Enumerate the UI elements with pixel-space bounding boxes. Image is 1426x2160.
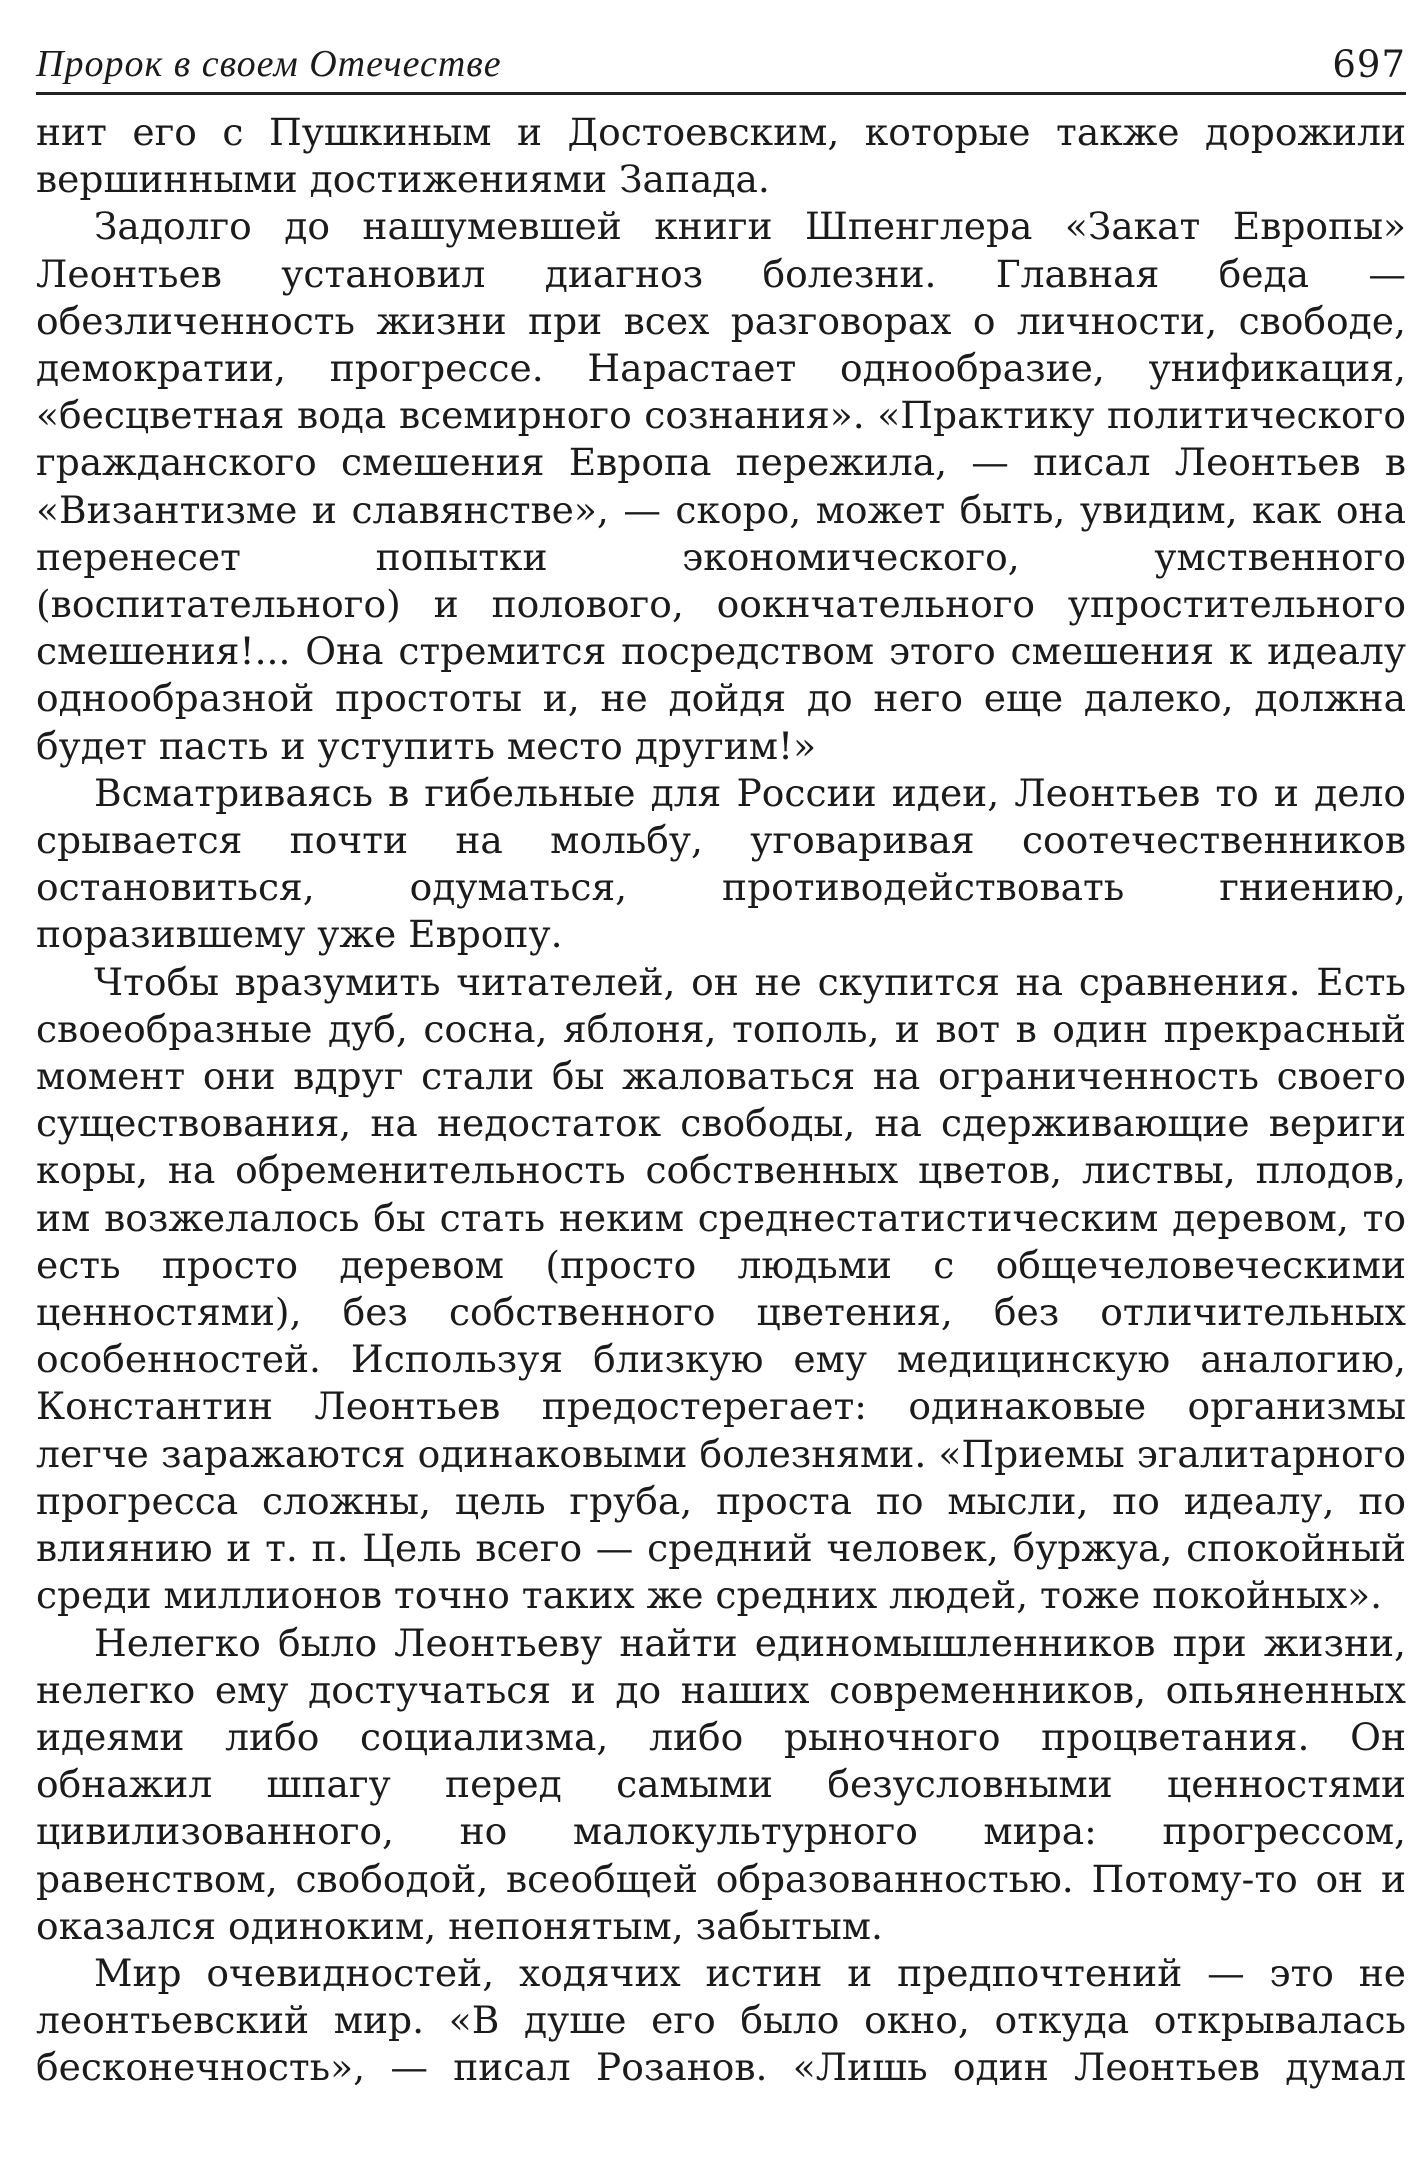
running-title: Пророк в своем Отечестве xyxy=(36,43,502,85)
body-text xyxy=(36,109,1406,2092)
paragraph: Задолго до нашумевшей книги Шпенглера «Закат Европы» Леонтьев установил диагноз болезни. Главная беда — обезличенность жизни при всех разговорах о личности, свободе, демократии, прогрессе. Нарастает однообразие, унификация, «бесцветная вода всемирного сознания». «Практику политического гражданского смешения Европа пережила, — писал Леонтьев в «Византизме и славянстве», — скоро, может быть, увидим, как она перенесет попытки экономического, умственного (воспитательного) и полового, оокнчательного упростительного смешения!... Она стремится посредством этого смешения к идеалу однообразной простоты и, не дойдя до него еще далеко, должна будет пасть и уступить место другим!» xyxy=(36,204,1406,768)
book-page xyxy=(36,36,1406,2092)
paragraph: Нелегко было Леонтьеву найти единомышленников при жизни, нелегко ему достучаться и до наших современников, опьяненных идеями либо социализма, либо рыночного процветания. Он обнажил шпагу перед самыми безусловными ценностями цивилизованного, но малокультурного мира: прогрессом, равенством, свободой, всеобщей образованностью. Потому-то он и оказался одиноким, непонятым, забытым. xyxy=(36,1620,1406,1948)
running-head xyxy=(36,36,1406,95)
paragraph: Чтобы вразумить читателей, он не скупится на сравнения. Есть своеобразные дуб, сосна, яблоня, тополь, и вот в один прекрасный момент они вдруг стали бы жаловаться на ограниченность своего существования, на недостаток свободы, на сдерживающие вериги коры, на обременительность собственных цветов, листвы, плодов, им возжелалось бы стать неким среднестатистическим деревом, то есть просто деревом (просто людьми с общечеловеческими ценностями), без собственного цветения, без отличительных особенностей. Используя близкую ему медицинскую аналогию, Константин Леонтьев предостерегает: одинаковые организмы легче заражаются одинаковыми болезнями. «Приемы эгалитарного прогресса сложны, цель груба, проста по мысли, по идеалу, по влиянию и т. п. Цель всего — средний человек, буржуа, спокойный среди миллионов точно таких же средних людей, тоже покойных». xyxy=(36,959,1406,1618)
paragraph: нит его с Пушкиным и Достоевским, которые также дорожили вершинными достижениями Запада. xyxy=(36,110,1406,202)
paragraph: Мир очевидностей, ходячих истин и предпочтений — это не леонтьевский мир. «В душе его было окно, откуда открывалась бесконечность», — писал Розанов. «Лишь один Леонтьев думал xyxy=(36,1950,1406,2090)
paragraph: Всматриваясь в гибельные для России идеи, Леонтьев то и дело срывается почти на мольбу, уговаривая соотечественников остановиться, одуматься, противодействовать гниению, поразившему уже Европу. xyxy=(36,770,1406,957)
page-number: 697 xyxy=(1332,43,1406,86)
